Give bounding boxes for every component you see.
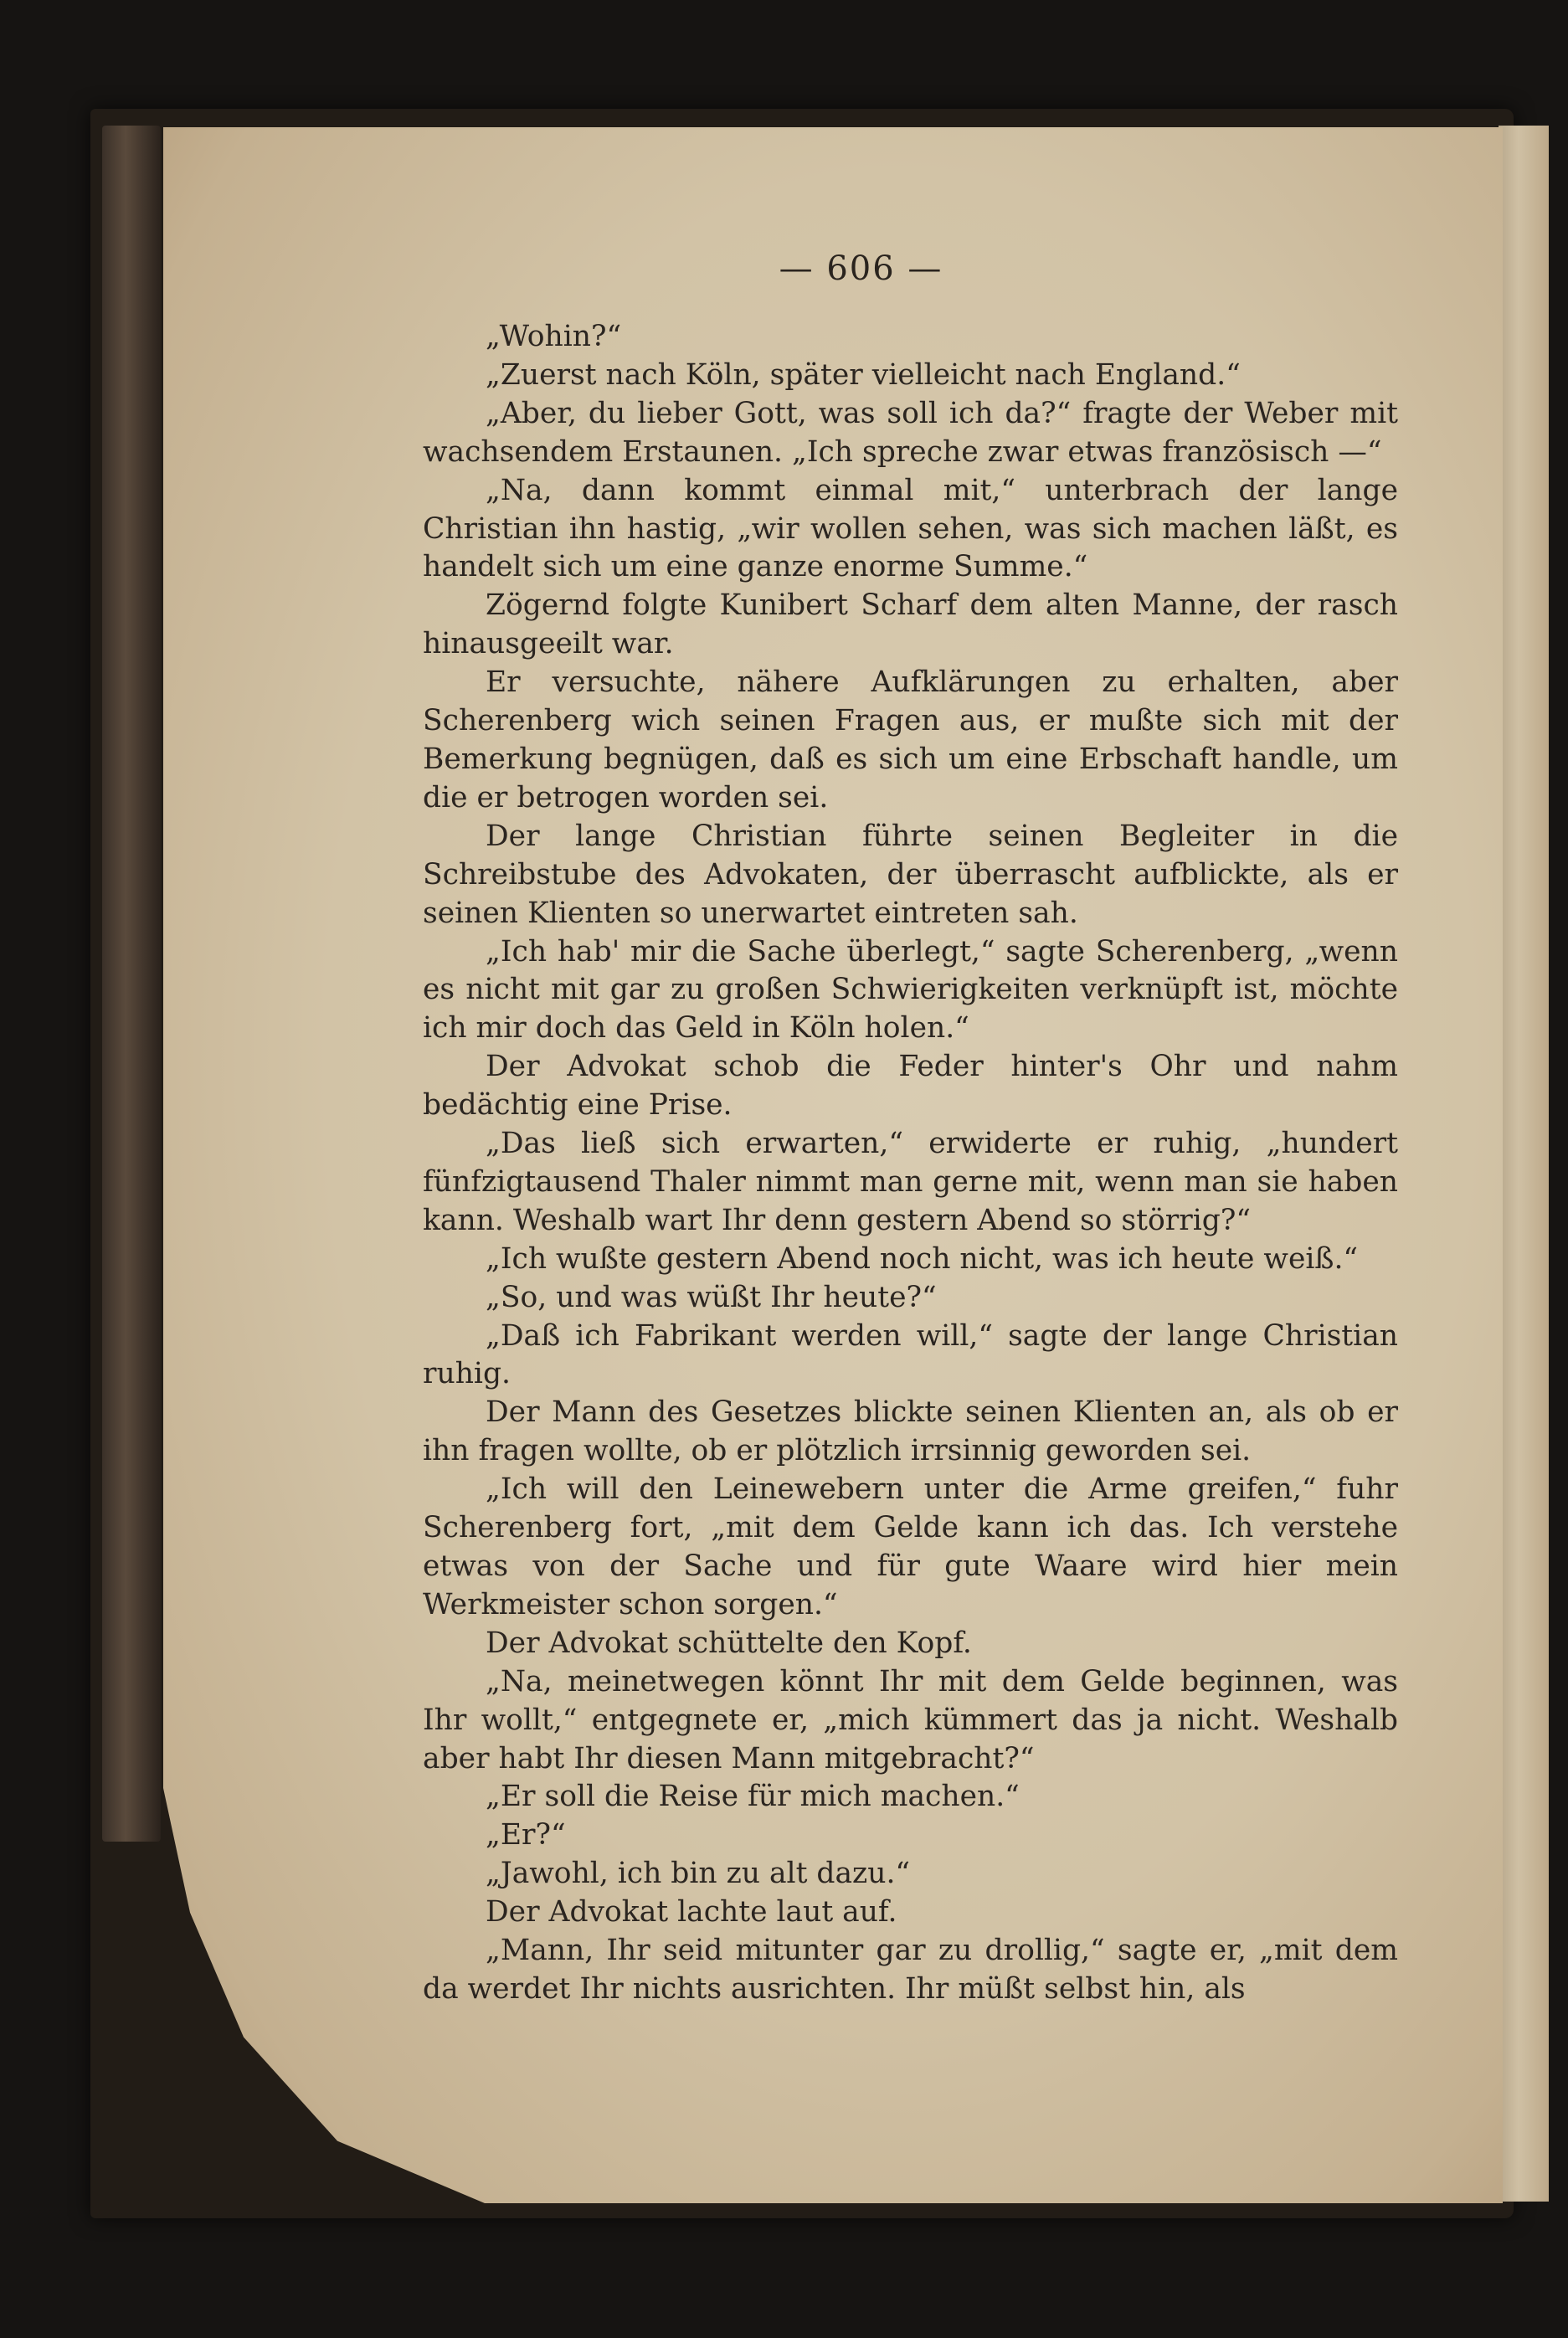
paragraph: „Er soll die Reise für mich machen.“ — [486, 1780, 1020, 1814]
paragraph: Der Advokat schob die Feder hinter's Ohr und nahm bedächtig eine Prise. — [423, 1050, 1398, 1123]
paragraph: Der Advokat lachte laut auf. — [486, 1895, 897, 1929]
paragraph: „Ich hab' mir die Sache überlegt,“ sagte Scherenberg, „wenn es nicht mit gar zu großen Schwierigkeiten verknüpft ist, möchte ich mir doch das Geld in Köln holen.“ — [423, 934, 1398, 1046]
paragraph: „Zuerst nach Köln, später vielleicht nach England.“ — [486, 357, 1241, 392]
paragraph: „Er?“ — [486, 1818, 566, 1852]
paragraph: „Na, meinetwegen könnt Ihr mit dem Gelde beginnen, was Ihr wollt,“ entgegnete er, „mich kümmert das ja nicht. Weshalb aber habt Ihr diesen Mann mitgebracht?“ — [423, 1664, 1398, 1775]
paragraph: Der Mann des Gesetzes blickte seinen Klienten an, als ob er ihn fragen wollte, ob er plötzlich irrsinnig geworden sei. — [423, 1395, 1398, 1468]
paragraph: „Aber, du lieber Gott, was soll ich da?“ fragte der Weber mit wachsendem Erstaunen. „Ich spreche zwar etwas französisch —“ — [423, 396, 1398, 469]
paragraph: Der Advokat schüttelte den Kopf. — [486, 1626, 972, 1660]
paragraph: „So, und was wüßt Ihr heute?“ — [486, 1280, 937, 1314]
page-number: — 606 — — [779, 249, 943, 288]
paragraph: Er versuchte, nähere Aufklärungen zu erhalten, aber Scherenberg wich seinen Fragen aus, er mußte sich mit der Bemerkung begnügen, daß es sich um eine Erbschaft handle, um die er betrogen worden sei. — [423, 665, 1398, 814]
next-page-edge — [1499, 126, 1549, 2202]
paragraph: „Wohin?“ — [486, 320, 622, 353]
paragraph: „Jawohl, ich bin zu alt dazu.“ — [486, 1857, 911, 1891]
paragraph: „Ich will den Leinewebern unter die Arme greifen,“ fuhr Scherenberg fort, „mit dem Gelde kann ich das. Ich verstehe etwas von der Sache und für gute Waare wird hier mein Werkmeister schon sorgen.“ — [423, 1472, 1398, 1621]
book-spine-edge — [102, 126, 161, 1842]
paragraph: „Na, dann kommt einmal mit,“ unterbrach der lange Christian ihn hastig, „wir wollen sehen, was sich machen läßt, es handelt sich um eine ganze enorme Summe.“ — [423, 473, 1398, 584]
paragraph: „Ich wußte gestern Abend noch nicht, was ich heute weiß.“ — [486, 1241, 1359, 1276]
paragraph: Zögernd folgte Kunibert Scharf dem alten Manne, der rasch hinausgeeilt war. — [423, 588, 1398, 661]
page-text — [423, 318, 1398, 2009]
paragraph: Der lange Christian führte seinen Begleiter in die Schreibstube des Advokaten, der überrascht aufblickte, als er seinen Klienten so unerwartet eintreten sah. — [423, 819, 1398, 930]
paragraph: „Das ließ sich erwarten,“ erwiderte er ruhig, „hundert fünfzigtausend Thaler nimmt man gerne mit, wenn man sie haben kann. Weshalb wart Ihr denn gestern Abend so störrig?“ — [423, 1127, 1398, 1237]
paragraph: „Daß ich Fabrikant werden will,“ sagte der lange Christian ruhig. — [423, 1318, 1398, 1391]
paragraph: „Mann, Ihr seid mitunter gar zu drollig,“ sagte er, „mit dem da werdet Ihr nichts ausrichten. Ihr müßt selbst hin, als — [423, 1934, 1398, 2006]
